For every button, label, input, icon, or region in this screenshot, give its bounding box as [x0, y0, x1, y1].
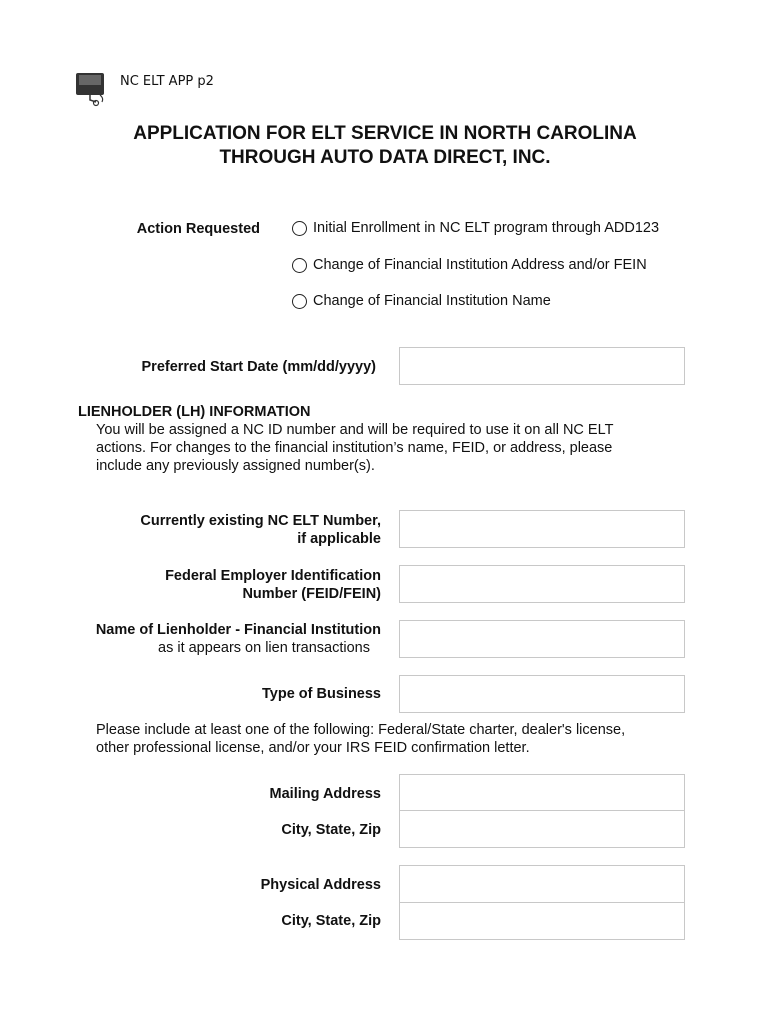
radio-option-initial-enrollment[interactable] [292, 220, 659, 236]
lienholder-line: include any previously assigned number(s). [96, 458, 375, 474]
start-date-label: Preferred Start Date (mm/dd/yyyy) [141, 359, 376, 375]
physical-city-state-zip-label: City, State, Zip [281, 913, 381, 929]
lienholder-heading: LIENHOLDER (LH) INFORMATION [78, 404, 311, 420]
elt-number-input[interactable] [399, 510, 685, 548]
radio-button[interactable] [292, 294, 307, 309]
elt-number-label: Currently existing NC ELT Number, if applicable [140, 513, 381, 547]
title-line-1: APPLICATION FOR ELT SERVICE IN NORTH CAROLINA [133, 123, 637, 144]
lienholder-name-input[interactable] [399, 620, 685, 658]
lienholder-line: actions. For changes to the financial institution’s name, FEID, or address, please [96, 440, 613, 456]
business-type-label: Type of Business [262, 686, 381, 702]
mailing-address-label: Mailing Address [269, 786, 381, 802]
physical-address-input[interactable] [399, 865, 685, 903]
physical-address-label: Physical Address [260, 877, 381, 893]
mailing-city-state-zip-label: City, State, Zip [281, 822, 381, 838]
document-logo-icon [74, 72, 110, 108]
radio-option-label: Change of Financial Institution Address and/or FEIN [313, 257, 647, 273]
mailing-city-state-zip-input[interactable] [399, 810, 685, 848]
documentation-note: Please include at least one of the following: Federal/State charter, dealer's license, other professional license, and/or your IRS FEID confirmation letter. [96, 722, 626, 756]
radio-button[interactable] [292, 221, 307, 236]
radio-option-change-address[interactable] [292, 257, 647, 273]
radio-option-change-name[interactable] [292, 293, 551, 309]
action-requested-label: Action Requested [136, 221, 260, 237]
feid-input[interactable] [399, 565, 685, 603]
radio-option-label: Initial Enrollment in NC ELT program through ADD123 [313, 220, 660, 236]
radio-button[interactable] [292, 258, 307, 273]
start-date-input[interactable] [399, 347, 685, 385]
feid-label: Federal Employer Identification Number (FEID/FEIN) [165, 568, 381, 602]
lienholder-name-label: Name of Lienholder - Financial Institution as it appears on lien transactions [95, 622, 381, 656]
business-type-input[interactable] [399, 675, 685, 713]
lienholder-description [96, 421, 736, 475]
radio-option-label: Change of Financial Institution Name [313, 293, 551, 309]
page-title [0, 122, 770, 170]
mailing-address-input[interactable] [399, 774, 685, 811]
lienholder-line: You will be assigned a NC ID number and will be required to use it on all NC ELT [96, 422, 614, 438]
document-id: NC ELT APP p2 [120, 74, 214, 89]
physical-city-state-zip-input[interactable] [399, 902, 685, 940]
title-line-2: THROUGH AUTO DATA DIRECT, INC. [219, 147, 551, 168]
